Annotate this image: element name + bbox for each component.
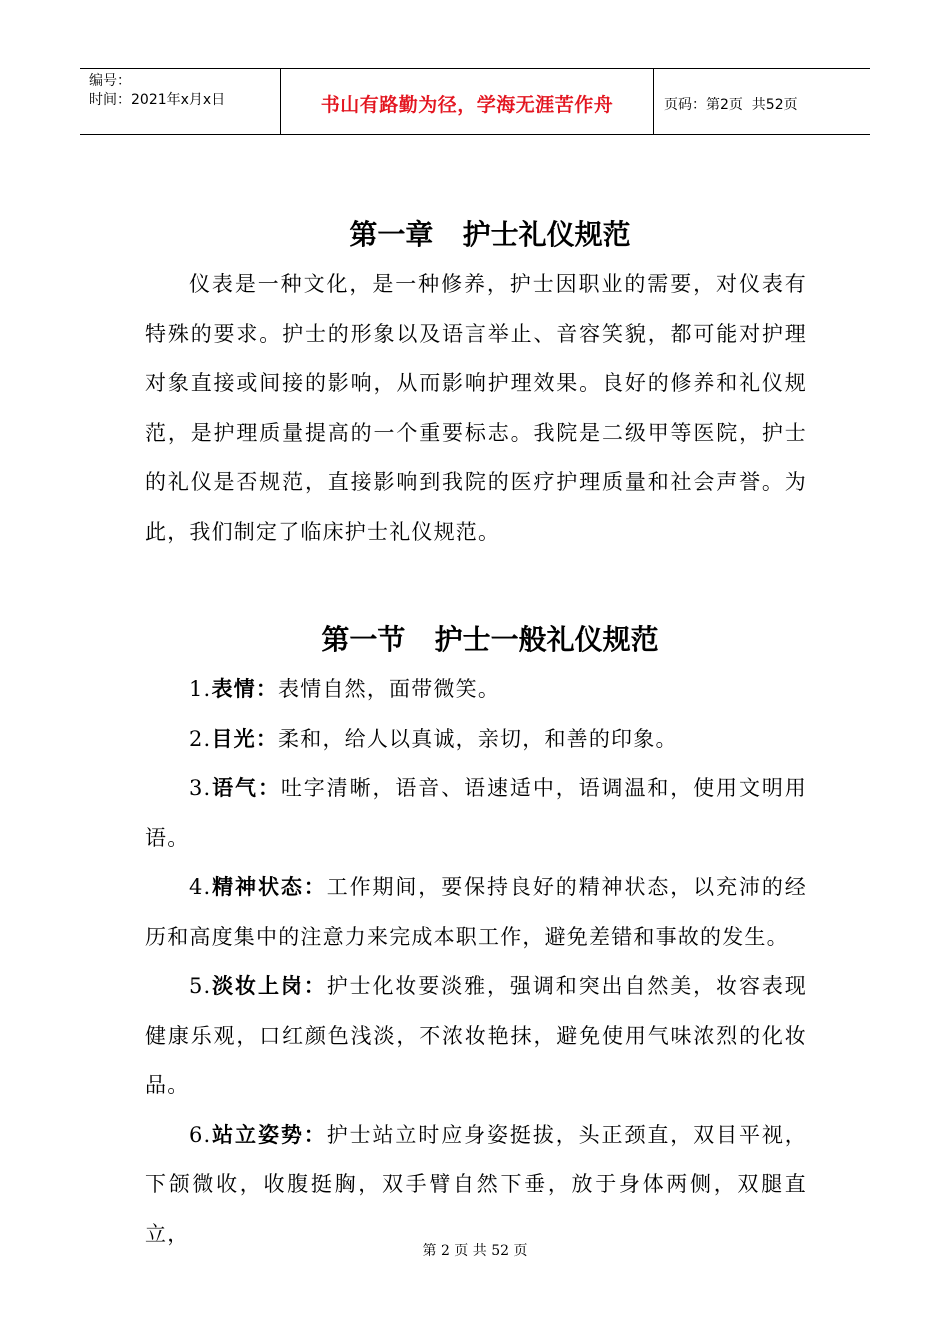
list-item [145,715,807,765]
item-label: 目光： [211,726,279,751]
header-page-info [654,69,870,134]
item-number: 2. [189,726,212,751]
header-motto [281,69,654,134]
list-item [145,665,807,715]
list-item [145,962,807,1111]
page-footer: 第 2 页 共 52 页 [422,1243,528,1259]
item-text: 护士化妆要淡雅，强调和突出自然美，妆容表现健康乐观，口红颜色浅淡，不浓妆艳抹，避免使用气味浓烈的化妆品。 [145,974,808,1097]
serial-label: 编号： [89,73,131,89]
list-item [145,1111,807,1260]
document-body [145,210,807,1259]
motto-text: 书山有路勤为径，学海无涯苦作舟 [320,94,614,116]
item-label: 表情： [211,677,279,701]
page-info-text: 页码：第2页 共52页 [664,96,798,113]
item-text: 工作期间，要保持良好的精神状态，以充沛的经历和高度集中的注意力来完成本职工作，避免差错和事故的发生。 [145,875,808,949]
item-label: 站立姿势： [211,1122,327,1147]
item-number: 3. [189,776,212,800]
page-header [80,68,870,135]
item-text: 吐字清晰，语音、语速适中，语调温和，使用文明用语。 [145,776,807,850]
item-label: 精神状态： [211,875,327,899]
date-label: 时间：2021年x月x日 [89,92,226,108]
header-meta [80,69,281,134]
list-item [145,764,807,863]
item-number: 5. [189,974,212,998]
item-label: 语气： [211,776,281,800]
item-text: 护士站立时应身姿挺拔，头正颈直，双目平视，下颌微收，收腹挺胸，双手臂自然下垂，放于身体两侧，双腿直立， [145,1122,808,1246]
chapter-title: 第一章 护士礼仪规范 [349,218,631,251]
item-text: 表情自然，面带微笑。 [278,677,501,701]
item-number: 6. [189,1122,212,1147]
list-item [145,863,807,962]
item-number: 4. [189,875,212,899]
item-number: 1. [189,677,212,701]
item-text: 柔和，给人以真诚，亲切，和善的印象。 [278,726,678,751]
item-label: 淡妆上岗： [211,974,327,998]
intro-paragraph: 仪表是一种文化，是一种修养，护士因职业的需要，对仪表有特殊的要求。护士的形象以及语言举止、音容笑貌，都可能对护理对象直接或间接的影响，从而影响护理效果。良好的修养和礼仪规范，是护理质量提高的一个重要标志。我院是二级甲等医院，护士的礼仪是否规范，直接影响到我院的医疗护理质量和社会声誉。为此，我们制定了临床护士礼仪规范。 [145,272,807,544]
section-title: 第一节 护士一般礼仪规范 [321,623,659,656]
